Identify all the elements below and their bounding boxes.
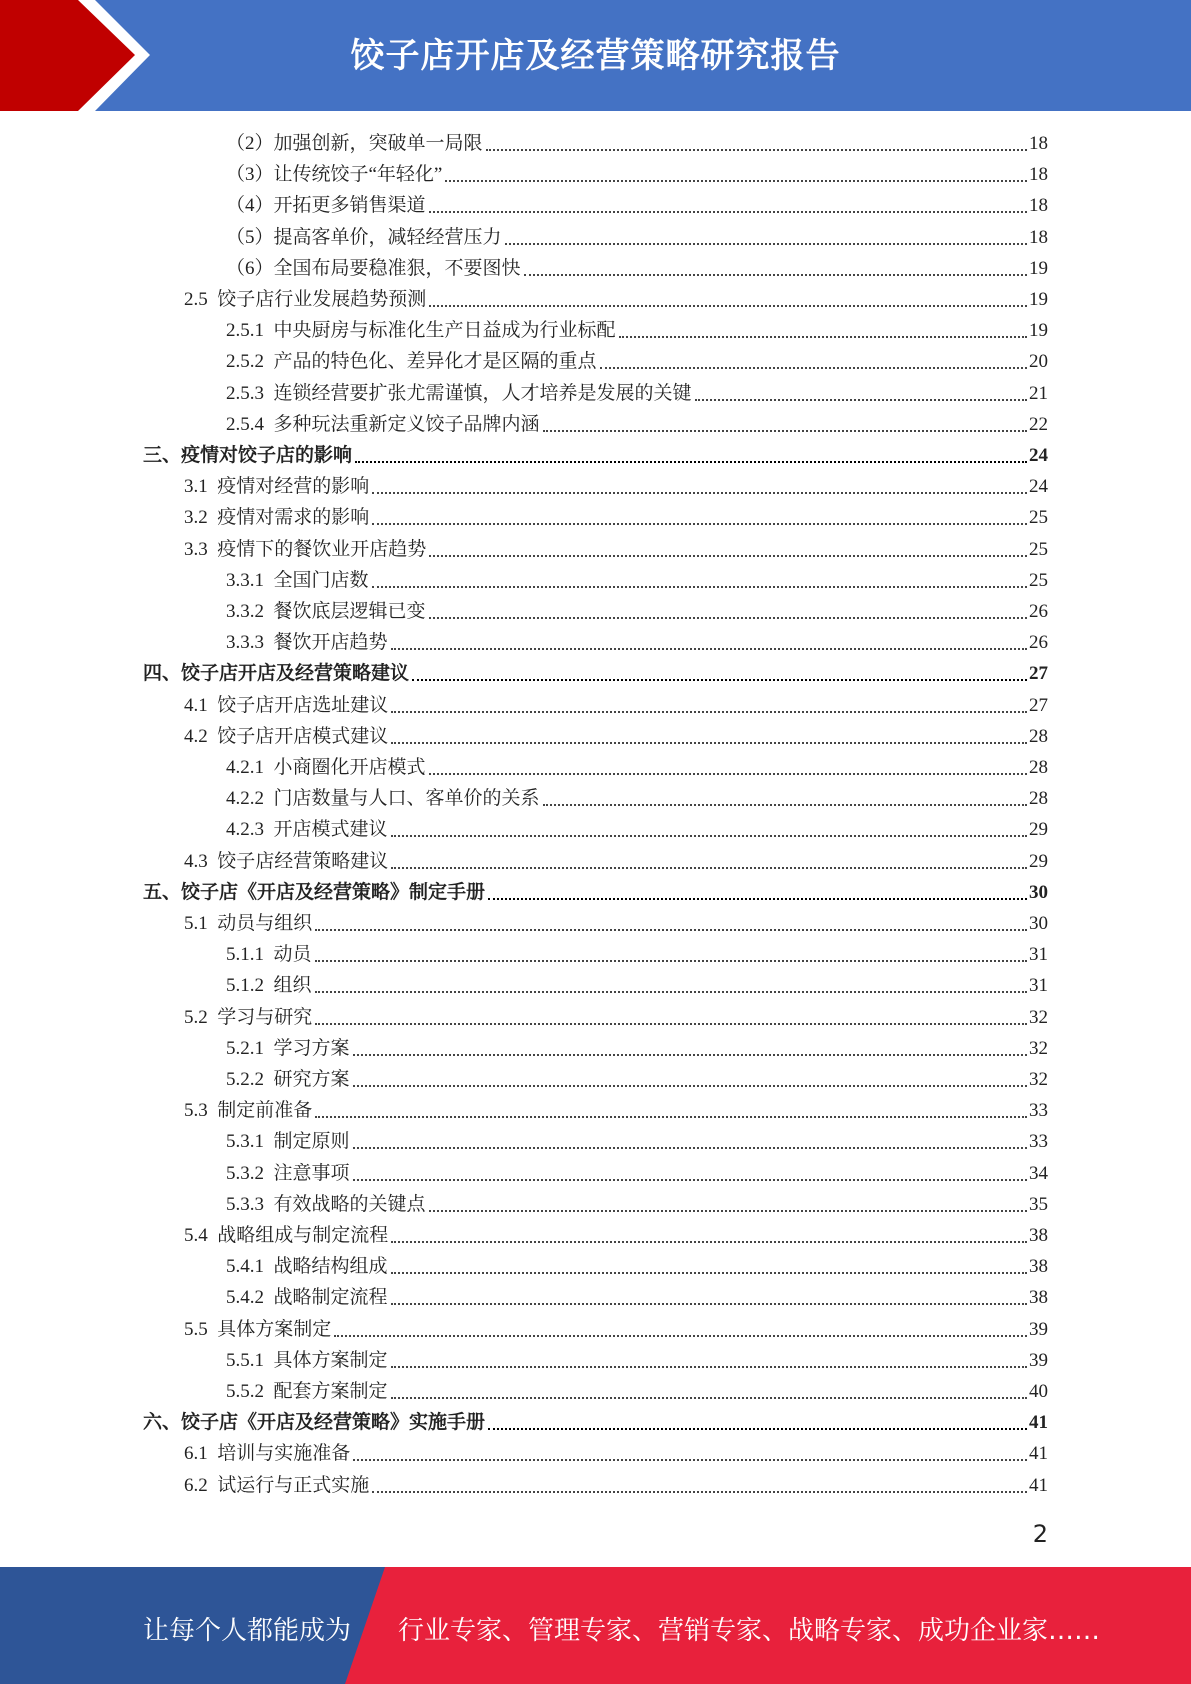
- toc-dot-leader: [315, 991, 1027, 993]
- toc-entry[interactable]: [184, 719, 1048, 749]
- page-footer: [0, 1567, 1191, 1684]
- toc-entry-page: 35: [1029, 1193, 1048, 1215]
- toc-dot-leader: [315, 1023, 1027, 1025]
- toc-dot-leader: [391, 1303, 1027, 1305]
- toc-dot-leader: [429, 773, 1027, 775]
- footer-slogan-right: 行业专家、管理专家、营销专家、战略专家、成功企业家……: [398, 1616, 1101, 1646]
- toc-dot-leader: [353, 1054, 1027, 1056]
- toc-entry-page: 29: [1029, 850, 1048, 872]
- toc-dot-leader: [315, 960, 1027, 962]
- toc-dot-leader: [505, 243, 1027, 245]
- toc-entry[interactable]: [226, 1031, 1048, 1061]
- toc-entry[interactable]: [143, 875, 1048, 905]
- toc-entry-page: 38: [1029, 1225, 1048, 1246]
- toc-entry-page: 28: [1029, 788, 1048, 810]
- toc-entry-label: 3.3.1 全国门店数: [226, 569, 369, 591]
- toc-entry-label: 4.2.1 小商圈化开店模式: [226, 757, 426, 778]
- toc-entry[interactable]: [184, 1312, 1048, 1342]
- toc-entry-page: 25: [1029, 507, 1048, 529]
- toc-entry-label: 5.4 战略组成与制定流程: [184, 1225, 389, 1246]
- toc-entry-page: 33: [1029, 1100, 1048, 1122]
- toc-entry[interactable]: [184, 500, 1048, 530]
- toc-entry-label: 3.3.3 餐饮开店趋势: [226, 632, 388, 654]
- toc-dot-leader: [315, 1116, 1027, 1118]
- toc-entry-page: 38: [1029, 1287, 1048, 1309]
- toc-dot-leader: [695, 399, 1027, 401]
- toc-entry-label: 6.2 试运行与正式实施: [184, 1474, 370, 1496]
- toc-entry-label: 2.5 饺子店行业发展趋势预测: [184, 289, 427, 310]
- toc-entry[interactable]: [226, 1249, 1048, 1279]
- toc-dot-leader: [372, 1491, 1027, 1493]
- toc-entry-page: 18: [1029, 133, 1048, 154]
- toc-dot-leader: [315, 929, 1027, 931]
- toc-dot-leader: [445, 180, 1027, 182]
- toc-entry[interactable]: [226, 188, 1048, 218]
- toc-entry[interactable]: [184, 688, 1048, 718]
- toc-entry-label: 4.2 饺子店开店模式建议: [184, 725, 389, 747]
- toc-entry-label: 5.2.1 学习方案: [226, 1037, 350, 1059]
- toc-entry[interactable]: [226, 1124, 1048, 1154]
- toc-entry-page: 22: [1029, 413, 1048, 435]
- toc-entry-page: 30: [1029, 913, 1048, 934]
- toc-entry-label: 6.1 培训与实施准备: [184, 1443, 351, 1465]
- toc-entry-label: 4.2.3 开店模式建议: [226, 819, 388, 841]
- toc-entry-page: 29: [1029, 819, 1048, 841]
- toc-entry-page: 28: [1029, 725, 1048, 747]
- toc-dot-leader: [353, 1085, 1027, 1087]
- toc-entry-page: 28: [1029, 757, 1048, 778]
- toc-entry[interactable]: [226, 1156, 1048, 1186]
- toc-entry[interactable]: [143, 1405, 1048, 1435]
- toc-dot-leader: [429, 555, 1027, 557]
- toc-dot-leader: [391, 648, 1027, 650]
- toc-dot-leader: [391, 835, 1027, 837]
- toc-entry[interactable]: [226, 968, 1048, 998]
- toc-entry-page: 19: [1029, 257, 1048, 279]
- toc-entry-page: 41: [1029, 1474, 1048, 1496]
- toc-entry-page: 32: [1029, 1006, 1048, 1028]
- toc-dot-leader: [429, 305, 1027, 307]
- toc-entry[interactable]: [226, 1343, 1048, 1373]
- toc-entry-page: 38: [1029, 1256, 1048, 1278]
- toc-entry[interactable]: [184, 1000, 1048, 1030]
- toc-dot-leader: [391, 742, 1027, 744]
- toc-entry-page: 21: [1029, 382, 1048, 404]
- toc-entry-label: 5.3.3 有效战略的关键点: [226, 1193, 426, 1215]
- toc-entry-page: 30: [1029, 881, 1048, 903]
- toc-entry-label: 5.1.2 组织: [226, 975, 312, 997]
- toc-dot-leader: [391, 1241, 1027, 1243]
- toc-entry-label: 三、疫情对饺子店的影响: [143, 445, 353, 466]
- toc-entry-label: 2.5.1 中央厨房与标准化生产日益成为行业标配: [226, 320, 616, 342]
- toc-entry[interactable]: [226, 1062, 1048, 1092]
- toc-entry-label: 5.5 具体方案制定: [184, 1318, 332, 1340]
- toc-entry-label: 5.5.1 具体方案制定: [226, 1349, 388, 1371]
- toc-dot-leader: [353, 1459, 1027, 1461]
- toc-entry-label: 2.5.4 多种玩法重新定义饺子品牌内涵: [226, 413, 540, 435]
- toc-entry-label: 4.2.2 门店数量与人口、客单价的关系: [226, 788, 540, 810]
- toc-entry-page: 25: [1029, 569, 1048, 591]
- toc-dot-leader: [353, 1179, 1027, 1181]
- toc-entry-page: 27: [1029, 694, 1048, 716]
- toc-entry-label: 六、饺子店《开店及经营策略》实施手册: [143, 1412, 486, 1434]
- toc-entry-page: 24: [1029, 445, 1048, 466]
- toc-entry-label: 2.5.2 产品的特色化、差异化才是区隔的重点: [226, 351, 597, 373]
- toc-entry[interactable]: [226, 251, 1048, 281]
- toc-entry[interactable]: [226, 781, 1048, 811]
- toc-entry-page: 18: [1029, 226, 1048, 248]
- toc-entry-page: 31: [1029, 975, 1048, 997]
- toc-entry[interactable]: [143, 438, 1048, 468]
- toc-entry[interactable]: [226, 750, 1048, 780]
- toc-entry-page: 24: [1029, 476, 1048, 498]
- toc-entry-label: 5.3.1 制定原则: [226, 1131, 350, 1153]
- toc-entry[interactable]: [226, 594, 1048, 624]
- toc-entry-label: 5.3 制定前准备: [184, 1100, 313, 1122]
- toc-entry-label: 5.4.2 战略制定流程: [226, 1287, 388, 1309]
- toc-entry-label: （2）加强创新，突破单一局限: [226, 133, 483, 154]
- toc-entry[interactable]: [184, 1468, 1048, 1498]
- toc-entry[interactable]: [184, 906, 1048, 936]
- toc-entry-label: （5）提高客单价，减轻经营压力: [226, 226, 502, 248]
- toc-dot-leader: [429, 211, 1027, 213]
- toc-entry[interactable]: [226, 313, 1048, 343]
- toc-dot-leader: [412, 679, 1027, 681]
- toc-entry[interactable]: [184, 282, 1048, 312]
- toc-entry-label: 5.3.2 注意事项: [226, 1162, 350, 1184]
- toc-entry[interactable]: [226, 344, 1048, 374]
- toc-entry-page: 19: [1029, 320, 1048, 342]
- toc-entry-label: 4.3 饺子店经营策略建议: [184, 850, 389, 872]
- toc-entry-page: 27: [1029, 663, 1048, 685]
- toc-entry-page: 26: [1029, 601, 1048, 622]
- toc-entry-page: 32: [1029, 1069, 1048, 1090]
- toc-entry[interactable]: [226, 1280, 1048, 1310]
- toc-entry-label: （4）开拓更多销售渠道: [226, 195, 426, 217]
- toc-dot-leader: [391, 711, 1027, 713]
- toc-entry-label: 3.2 疫情对需求的影响: [184, 507, 370, 529]
- toc-entry[interactable]: [226, 625, 1048, 655]
- toc-dot-leader: [429, 1210, 1027, 1212]
- toc-dot-leader: [488, 1428, 1027, 1430]
- toc-entry-label: 5.1 动员与组织: [184, 913, 313, 934]
- toc-entry-page: 18: [1029, 164, 1048, 186]
- toc-entry-page: 32: [1029, 1037, 1048, 1059]
- toc-dot-leader: [372, 523, 1027, 525]
- toc-dot-leader: [429, 617, 1027, 619]
- toc-entry-label: 四、饺子店开店及经营策略建议: [143, 663, 410, 685]
- toc-entry-page: 34: [1029, 1162, 1048, 1184]
- toc-entry-page: 39: [1029, 1349, 1048, 1371]
- toc-dot-leader: [543, 804, 1027, 806]
- toc-entry-label: 5.4.1 战略结构组成: [226, 1256, 388, 1278]
- toc-entry[interactable]: [143, 656, 1048, 686]
- toc-entry[interactable]: [226, 376, 1048, 406]
- toc-entry-page: 41: [1029, 1412, 1048, 1434]
- toc-dot-leader: [391, 1366, 1027, 1368]
- toc-dot-leader: [543, 430, 1027, 432]
- toc-dot-leader: [372, 586, 1027, 588]
- toc-entry-label: 3.1 疫情对经营的影响: [184, 476, 370, 498]
- toc-dot-leader: [334, 1335, 1027, 1337]
- toc-entry[interactable]: [184, 844, 1048, 874]
- toc-dot-leader: [391, 1397, 1027, 1399]
- document-title: 饺子店开店及经营策略研究报告: [350, 36, 841, 76]
- toc-dot-leader: [600, 367, 1027, 369]
- toc-entry[interactable]: [226, 126, 1048, 156]
- toc-entry-page: 31: [1029, 944, 1048, 966]
- toc-entry-label: 3.3.2 餐饮底层逻辑已变: [226, 601, 426, 622]
- toc-dot-leader: [372, 492, 1027, 494]
- toc-dot-leader: [391, 1272, 1027, 1274]
- toc-entry[interactable]: [226, 937, 1048, 967]
- toc-entry[interactable]: [226, 220, 1048, 250]
- toc-entry[interactable]: [184, 469, 1048, 499]
- toc-entry[interactable]: [184, 1218, 1048, 1248]
- toc-entry-label: （6）全国布局要稳准狠，不要图快: [226, 257, 521, 279]
- toc-entry-label: 4.1 饺子店开店选址建议: [184, 694, 389, 716]
- toc-entry-page: 18: [1029, 195, 1048, 217]
- toc-entry[interactable]: [226, 1374, 1048, 1404]
- page-header: [0, 0, 1191, 111]
- toc-entry[interactable]: [226, 157, 1048, 187]
- toc-entry[interactable]: [226, 812, 1048, 842]
- toc-entry-page: 25: [1029, 538, 1048, 560]
- toc-entry-page: 41: [1029, 1443, 1048, 1465]
- toc-entry-label: 五、饺子店《开店及经营策略》制定手册: [143, 881, 486, 903]
- footer-slogan-left: 让每个人都能成为: [143, 1616, 352, 1646]
- toc-entry[interactable]: [184, 1436, 1048, 1466]
- toc-entry-page: 20: [1029, 351, 1048, 373]
- toc-entry-label: 2.5.3 连锁经营要扩张尤需谨慎，人才培养是发展的关键: [226, 382, 692, 404]
- toc-entry-page: 39: [1029, 1318, 1048, 1340]
- toc-entry-label: 3.3 疫情下的餐饮业开店趋势: [184, 538, 427, 560]
- toc-entry-label: 5.2 学习与研究: [184, 1006, 313, 1028]
- toc-dot-leader: [488, 898, 1027, 900]
- page-number: 2: [1032, 1520, 1048, 1548]
- toc-entry-page: 26: [1029, 632, 1048, 654]
- toc-dot-leader: [619, 336, 1027, 338]
- toc-entry[interactable]: [184, 532, 1048, 562]
- toc-entry-label: 5.5.2 配套方案制定: [226, 1381, 388, 1402]
- toc-entry-page: 40: [1029, 1381, 1048, 1402]
- toc-dot-leader: [486, 149, 1027, 151]
- toc-entry-label: （3）让传统饺子“年轻化”: [226, 164, 443, 186]
- toc-entry[interactable]: [226, 1187, 1048, 1217]
- toc-dot-leader: [524, 274, 1027, 276]
- toc-dot-leader: [355, 461, 1027, 463]
- toc-entry-label: 5.1.1 动员: [226, 944, 312, 966]
- toc-entry-page: 19: [1029, 289, 1048, 310]
- toc-entry[interactable]: [184, 1093, 1048, 1123]
- toc-entry-page: 33: [1029, 1131, 1048, 1153]
- toc-entry-label: 5.2.2 研究方案: [226, 1069, 350, 1090]
- toc-dot-leader: [391, 867, 1027, 869]
- toc-entry[interactable]: [226, 563, 1048, 593]
- toc-dot-leader: [353, 1147, 1027, 1149]
- toc-entry[interactable]: [226, 407, 1048, 437]
